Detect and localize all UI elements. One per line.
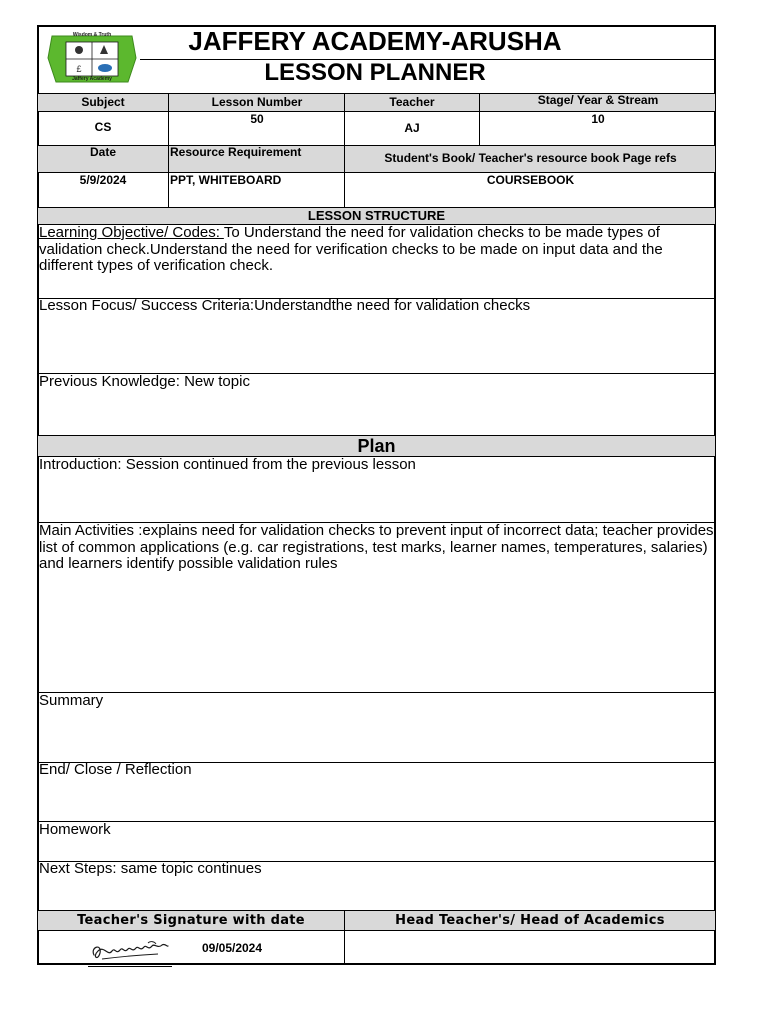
- resource-value: PPT, WHITEBOARD: [170, 173, 282, 187]
- school-name: JAFFERY ACADEMY-ARUSHA: [188, 26, 562, 56]
- learning-objective-label: Learning Objective/ Codes:: [39, 224, 224, 241]
- learning-objective-text: To Understand the need for validation checks to be made types of validation check.Understand the need for verification checks to be made on input data and the different types of verification check.: [39, 224, 663, 274]
- subject-value: CS: [94, 120, 112, 134]
- teacher-value: AJ: [404, 121, 420, 135]
- book-value: COURSEBOOK: [486, 173, 575, 187]
- teacher-signature-label: Teacher's Signature with date: [77, 913, 305, 928]
- date-label: Date: [89, 145, 116, 159]
- introduction: Introduction: Session continued from the previous lesson: [39, 456, 416, 473]
- signature-line: [88, 966, 172, 967]
- plan-heading: Plan: [38, 436, 715, 456]
- summary: Summary: [39, 692, 104, 709]
- end-close-reflection: End/ Close / Reflection: [39, 761, 192, 778]
- teacher-label: Teacher: [389, 95, 435, 109]
- homework: Homework: [39, 821, 111, 838]
- lesson-structure-heading: LESSON STRUCTURE: [38, 208, 715, 224]
- lesson-focus: Lesson Focus/ Success Criteria:Understandthe need for validation checks: [39, 297, 531, 314]
- svg-text:£: £: [76, 64, 82, 74]
- teacher-signature: [88, 935, 172, 967]
- document-title: LESSON PLANNER: [264, 59, 486, 86]
- stage-value: 10: [591, 112, 605, 126]
- stage-label: Stage/ Year & Stream: [537, 93, 659, 107]
- previous-knowledge: Previous Knowledge: New topic: [39, 373, 250, 390]
- divider: [344, 910, 345, 965]
- teacher-signature-date: 09/05/2024: [201, 941, 263, 955]
- date-value: 5/9/2024: [79, 173, 127, 187]
- next-steps: Next Steps: same topic continues: [39, 860, 262, 877]
- book-label: Student's Book/ Teacher's resource book Page refs: [384, 151, 677, 165]
- divider: [479, 93, 480, 145]
- school-logo: [44, 30, 140, 88]
- lesson-number-value: 50: [250, 112, 264, 126]
- head-teacher-label: Head Teacher's/ Head of Academics: [395, 913, 665, 928]
- logo-school-name: Jaffery Academy: [72, 76, 112, 82]
- main-activities: Main Activities :explains need for validation checks to prevent input of incorrect data; teacher provides list of common applications (e.g. car registrations, test marks, learner names, temperatures, salaries) and learners identify possible validation rules: [39, 522, 714, 572]
- divider: [168, 93, 169, 208]
- lesson-number-label: Lesson Number: [211, 95, 303, 109]
- subject-label: Subject: [81, 95, 125, 109]
- divider: [344, 93, 345, 208]
- logo-motto: Wisdom & Truth: [72, 32, 112, 38]
- divider: [37, 930, 716, 931]
- resource-label: Resource Requirement: [170, 145, 302, 159]
- learning-objective: [38, 225, 714, 297]
